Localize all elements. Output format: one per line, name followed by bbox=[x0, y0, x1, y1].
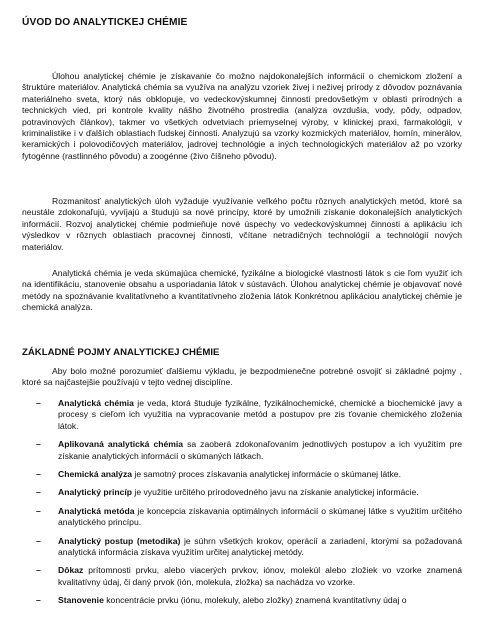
definition-text: sa zaoberá zdokonaľovaním jednotlivých postupov a ich využitím pre získanie analytických informácií o skúmaných látkach. bbox=[58, 439, 462, 461]
definitions-list bbox=[22, 398, 462, 614]
definition-term: Analytický princíp bbox=[58, 487, 133, 498]
definition-item bbox=[22, 536, 462, 559]
definition-term: Analytický postup (metodika) bbox=[58, 535, 181, 546]
page-title: ÚVOD DO ANALYTICKEJ CHÉMIE bbox=[22, 17, 188, 28]
dash-bullet: – bbox=[36, 469, 41, 480]
paragraph: Rozmanitosť analytických úloh vyžaduje využívanie veľkého počtu rôznych analytických metód, ktoré sa neustále zdokonaľujú, vyvíjajú a študujú sa nové princípy, ktoré by umožnili získanie dokonalejších analytických informácií. Rozvoj analytickej chémie podmieňuje nové úspechy vo vedeckovýskumnej činnosti a aplikáciu ich výsledkov v rôznych oblastiach pracovnej činnosti, včítane netradičných technológií a technológií nových materiálov. bbox=[22, 196, 462, 252]
definition-text: je samotný proces získavania analytickej informácie o skúmanej látke. bbox=[132, 469, 401, 480]
dash-bullet: – bbox=[36, 505, 41, 516]
definition-term: Dôkaz bbox=[58, 565, 84, 576]
definition-term: Analytická metóda bbox=[58, 505, 135, 516]
definition-item bbox=[22, 595, 462, 606]
dash-bullet: – bbox=[36, 535, 41, 546]
section-heading: ZÁKLADNÉ POJMY ANALYTICKEJ CHÉMIE bbox=[22, 347, 220, 358]
definition-term: Aplikovaná analytická chémia bbox=[58, 439, 184, 450]
definition-item bbox=[22, 565, 462, 588]
definition-item bbox=[22, 469, 462, 480]
definition-text: je súhrn všetkých krokov, operácií a zariadení, ktorými sa požadovaná analytická informácia získava využitím určitej analytickej metódy. bbox=[58, 535, 462, 558]
definition-text: je veda, ktorá študuje fyzikálne, fyzikálnochemické, chemické a biochemické javy a procesy s cieľom ich využitia na vypracovanie metód a postupov pre zis ťovanie chemického zloženia látok. bbox=[58, 398, 463, 431]
definition-text: prítomnosti prvku, alebo viacerých prvkov, iónov, molekúl alebo zložiek vo vzorke znamená kvalitatívny údaj, či daný prvok (ión, molekula, zložka) sa nachádza vo vzorke. bbox=[58, 565, 462, 587]
paragraph: Úlohou analytickej chémie je získavanie čo možno najdokonalejších informácií o chemickom zložení a štruktúre materiálov. Analytická chémia sa využíva na analýzu vzoriek živej i neživej prírody z dôvodov poznávania materiálneho sveta, ktorý nás obklopuje, vo vedeckovýskumnej činnosti predovšetkým v oblasti prírodných a technických vied, pri kontrole kvality nášho životného prostredia (analýza ovzdušia, vody, pôdy, odpadov, potravinových článkov), takmer vo všetkých odvetviach priemyselnej výroby, v klinickej praxi, farmakológii, v kriminalistike i v ďalších oblastiach ľudskej činnosti. Analyzujú sa vzorky kozmických materiálov, hornín, minerálov, keramických i polovodičových materiálov, jadrovej technológie a iných technologických materiálov až po vzorky fytogénne (rastlinného pôvodu) a zoogénne (živo číšneho pôvodu). bbox=[22, 71, 462, 161]
dash-bullet: – bbox=[36, 439, 41, 450]
dash-bullet: – bbox=[36, 398, 41, 408]
definition-item bbox=[22, 487, 462, 498]
definition-item bbox=[22, 398, 462, 432]
dash-bullet: – bbox=[36, 487, 41, 498]
definition-item bbox=[22, 506, 462, 529]
definition-text: koncentrácie prvku (iónu, molekuly, alebo zložky) znamená kvantitatívny údaj o bbox=[103, 595, 407, 606]
definition-text: je koncepcia získavania optimálnych informácií o skúmanej látke s využitím určitého analytického princípu. bbox=[58, 505, 462, 528]
paragraph: Analytická chémia je veda skúmajúca chemické, fyzikálne a biologické vlastnosti látok s cie ľom využiť ich na identifikáciu, stanovenie obsahu a usporiadania látok v sústavách. Úlohou analytickej chémie je objavovať nové metódy na spoznávanie kvalitatívneho a kvantitatívneho zloženia látok Konkrétnou aplikáciou analytickej chémie je chemická analýza. bbox=[22, 268, 462, 313]
definition-term: Analytická chémia bbox=[58, 398, 134, 408]
definition-text: je využitie určitého prírodovedného javu na získanie analytickej informácie. bbox=[132, 487, 419, 498]
section-intro: Aby bolo možné porozumieť ďalšiemu výkladu, je bezpodmienečne potrebné osvojiť si základné pojmy , ktoré sa najčastejšie používajú v tejto vednej disciplíne. bbox=[22, 366, 462, 388]
dash-bullet: – bbox=[36, 565, 41, 576]
dash-bullet: – bbox=[36, 595, 41, 606]
definition-term: Chemická analýza bbox=[58, 469, 133, 480]
definition-item bbox=[22, 439, 462, 462]
definition-term: Stanovenie bbox=[58, 595, 104, 606]
